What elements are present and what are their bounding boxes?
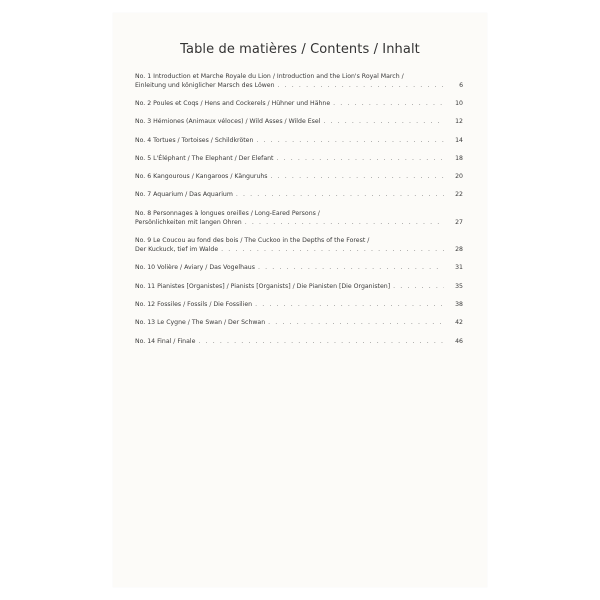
toc-entry-text: No. 7 Aquarium / Das Aquarium <box>135 191 233 198</box>
toc-entry-text: No. 2 Poules et Coqs / Hens and Cockerels / Hühner und Hähne <box>135 100 331 107</box>
page-title: Table de matières / Contents / Inhalt <box>180 42 420 57</box>
leader-dots <box>323 118 444 127</box>
page-number: 20 <box>455 173 463 180</box>
leader-dots <box>198 338 444 347</box>
toc-entry-text: No. 13 Le Cygne / The Swan / Der Schwan <box>135 319 266 326</box>
toc-entry-text: Persönlichkeiten mit langen Ohren <box>135 218 242 226</box>
leader-dots <box>268 319 444 328</box>
toc-entry-3 <box>135 118 463 127</box>
page-number: 12 <box>455 118 463 125</box>
page-number: 31 <box>455 264 463 271</box>
leader-dots <box>236 191 444 200</box>
page-number: 38 <box>455 301 463 308</box>
toc-entry-text: No. 8 Personnages à longues oreilles / Long-Eared Persons / <box>135 210 320 217</box>
leader-dots <box>258 264 444 273</box>
toc-entry-text: No. 14 Final / Finale <box>135 338 196 345</box>
toc-entry-4 <box>135 137 463 146</box>
toc-entry-text: No. 1 Introduction et Marche Royale du Lion / Introduction and the Lion's Royal March / <box>135 73 404 80</box>
toc-entry-7 <box>135 191 463 200</box>
page-number: 10 <box>455 100 463 107</box>
toc-entry-text: No. 10 Volière / Aviary / Das Vogelhaus <box>135 264 255 271</box>
toc-entry-12 <box>135 301 463 310</box>
toc-entry-text: No. 4 Tortues / Tortoises / Schildkröten <box>135 137 254 144</box>
page-number: 46 <box>455 338 463 345</box>
leader-dots <box>256 137 444 146</box>
page-number: 35 <box>455 283 463 290</box>
page-number: 14 <box>455 137 463 144</box>
toc-entry-2 <box>135 100 463 109</box>
document-page <box>113 13 487 587</box>
toc-entry-9 <box>135 237 463 255</box>
page-number: 28 <box>455 245 463 253</box>
toc-entry-6 <box>135 173 463 182</box>
toc-entry-text: No. 12 Fossiles / Fossils / Die Fossilien <box>135 301 253 308</box>
toc-entry-text: No. 6 Kangourous / Kangaroos / Känguruhs <box>135 173 268 180</box>
toc-entry-5 <box>135 155 463 164</box>
toc-entry-text: Der Kuckuck, tief im Walde <box>135 245 219 253</box>
toc-entry-13 <box>135 319 463 328</box>
toc-entry-text: Einleitung und königlicher Marsch des Löwen <box>135 81 275 89</box>
page-number: 22 <box>455 191 463 198</box>
leader-dots <box>393 283 444 292</box>
toc-entry-11 <box>135 283 463 292</box>
toc-entry-text: No. 3 Hémiones (Animaux véloces) / Wild Asses / Wilde Esel <box>135 118 321 125</box>
toc-entry-1 <box>135 73 463 91</box>
page-number: 6 <box>459 81 463 89</box>
leader-dots <box>333 100 444 109</box>
page-number: 42 <box>455 319 463 326</box>
toc-entry-8 <box>135 210 463 228</box>
leader-dots <box>221 246 444 255</box>
leader-dots <box>271 173 444 182</box>
page-number: 27 <box>455 218 463 226</box>
toc-entry-text: No. 11 Pianistes [Organistes] / Pianists [Organists] / Die Pianisten [Die Organisten] <box>135 283 391 290</box>
page-number: 18 <box>455 155 463 162</box>
toc-entry-text: No. 5 L'Éléphant / The Elephant / Der Elefant <box>135 155 274 162</box>
leader-dots <box>255 301 444 310</box>
leader-dots <box>278 82 444 91</box>
toc-entry-14 <box>135 338 463 347</box>
leader-dots <box>245 219 444 228</box>
toc-entry-10 <box>135 264 463 273</box>
leader-dots <box>276 155 444 164</box>
toc-entry-text: No. 9 Le Coucou au fond des bois / The Cuckoo in the Depths of the Forest / <box>135 237 370 244</box>
